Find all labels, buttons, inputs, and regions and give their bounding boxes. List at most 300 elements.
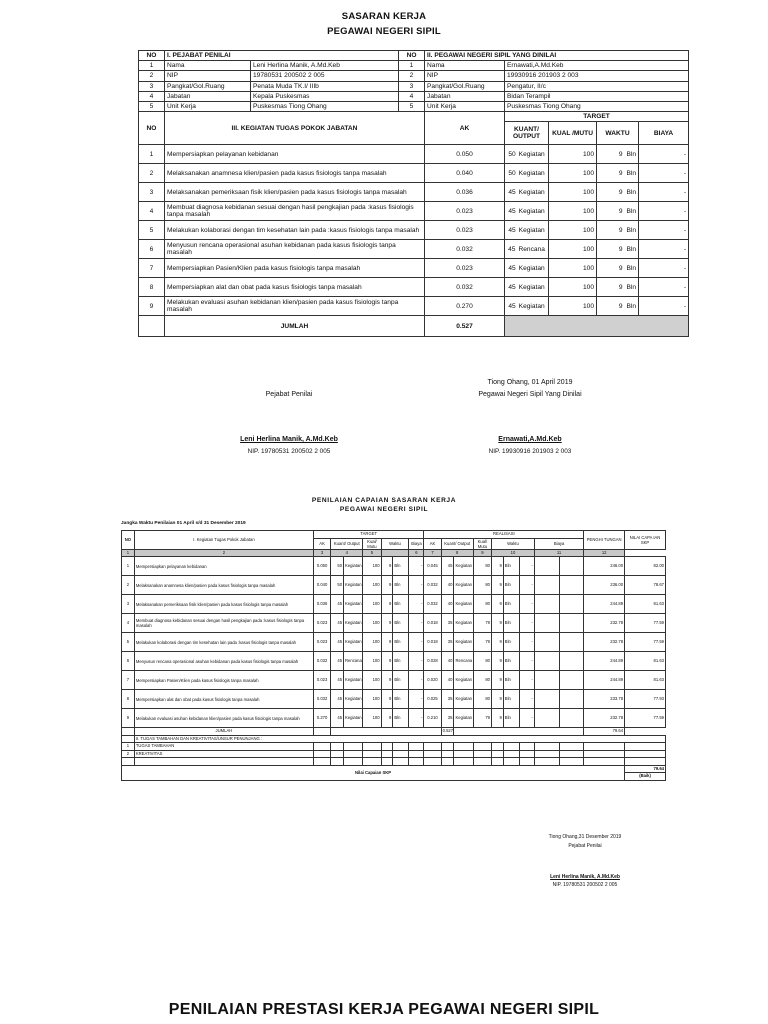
c-row-ak: 0.023 <box>314 633 331 652</box>
c-row-kual: 100 <box>363 557 381 576</box>
c-row-kegiatan: Melakukan kolaborasi dengan tim kesehatan lain pada :kasus fisiologis tanpa masalah <box>134 633 313 652</box>
capaian-row <box>122 709 666 728</box>
row-kual: 100 <box>549 240 597 259</box>
colnum: 12 <box>584 549 625 557</box>
c-row-kuant: 50 <box>331 557 344 576</box>
c-row-rkual: 80 <box>473 671 491 690</box>
skp-target-table <box>138 50 689 337</box>
dinilai-nip: NIP. 19930916 201903 2 003 <box>488 448 572 455</box>
row-kuant <box>505 221 549 240</box>
row-kual: 100 <box>549 145 597 164</box>
c-row-sat: Kegiatan <box>344 614 363 633</box>
row-waktu <box>597 278 639 297</box>
kegiatan-row <box>139 164 689 183</box>
row-kegiatan: Melaksanakan anamnesa klien/pasien pada kasus fisiologis tanpa masalah <box>165 164 425 183</box>
row-no: 6 <box>139 240 165 259</box>
row-waktu-value: 9 <box>618 283 623 291</box>
c-row-biaya: - <box>409 595 424 614</box>
row-kuant <box>505 183 549 202</box>
c-row-sat: Kegiatan <box>344 633 363 652</box>
c-row-rwaktu: 9 <box>492 709 504 728</box>
c-row-kegiatan: Menyusun rencana operasional asuhan kebidanan pada kasus fisiologis tanpa masalah <box>134 652 313 671</box>
row-ak: 0.270 <box>425 297 505 316</box>
row-kegiatan: Mempersiapkan pelayanan kebidanan <box>165 145 425 164</box>
c-row-ak: 0.032 <box>314 690 331 709</box>
c-hdr-no: NO <box>122 531 135 550</box>
c-row-rkual: 80 <box>473 576 491 595</box>
row-kuant <box>505 259 549 278</box>
row-ak: 0.023 <box>425 221 505 240</box>
colnum: 8 <box>441 549 473 557</box>
c-place-date: Tiong Ohang,31 Desember 2019 <box>548 834 622 840</box>
identity-no2: 1 <box>399 61 425 71</box>
row-kuant <box>505 164 549 183</box>
c-row-wsat: Bln <box>393 614 409 633</box>
c-row-no: 2 <box>122 576 135 595</box>
row-kuant-value: 45 <box>508 226 516 234</box>
c-row-kuant: 45 <box>331 709 344 728</box>
c-row-waktu: 9 <box>381 576 393 595</box>
c-row-kuant: 45 <box>331 652 344 671</box>
c-row-empty <box>534 690 559 709</box>
c-row-rbiaya: - <box>519 671 534 690</box>
c-jumlah-label: JUMLAH <box>134 728 313 736</box>
c-hdr-waktu: Waktu <box>381 538 409 549</box>
row-kegiatan: Membuat diagnosa kebidanan sesuai dengan hasil pengkajian pada :kasus fisiologis tanpa masalah <box>165 202 425 221</box>
c-row-empty <box>559 595 584 614</box>
c-row-kual: 100 <box>363 652 381 671</box>
row-kuant <box>505 297 549 316</box>
row-biaya: - <box>639 202 689 221</box>
c-row-kegiatan: Mempersiapkan Pasien/Klien pada kasus fisiologis tanpa masalah <box>134 671 313 690</box>
row-ak: 0.023 <box>425 202 505 221</box>
c-row-kual: 100 <box>363 671 381 690</box>
row-kual: 100 <box>549 221 597 240</box>
row-no: 9 <box>139 297 165 316</box>
c-row-kuant: 45 <box>331 671 344 690</box>
c-row-nilai: 77.59 <box>625 709 666 728</box>
c-row-nilai: 81.63 <box>625 671 666 690</box>
capaian-row <box>122 557 666 576</box>
c-row-rwaktu: 9 <box>492 595 504 614</box>
c-row-biaya: - <box>409 671 424 690</box>
c-row-empty <box>534 557 559 576</box>
c-row-ak: 0.270 <box>314 709 331 728</box>
c-row-wsat: Bln <box>393 671 409 690</box>
c-row-rsat: Kegiatan <box>454 595 473 614</box>
row-kuant <box>505 145 549 164</box>
c-row-rkuant: 40 <box>441 652 454 671</box>
colnum: 7 <box>424 549 441 557</box>
c-row-biaya: - <box>409 576 424 595</box>
hdr-pejabat-penilai: I. PEJABAT PENILAI <box>165 51 399 61</box>
row-kual: 100 <box>549 183 597 202</box>
c-row-rak: 0.032 <box>424 576 441 595</box>
row-waktu <box>597 164 639 183</box>
c-row-no: 1 <box>122 557 135 576</box>
capaian-row <box>122 690 666 709</box>
row-no: 3 <box>139 183 165 202</box>
row-kuant-value: 45 <box>508 188 516 196</box>
c-row-rak: 0.020 <box>424 671 441 690</box>
c-row-rwaktu: 9 <box>492 633 504 652</box>
identity-no: 2 <box>139 71 165 81</box>
c-row-no: 9 <box>122 709 135 728</box>
hdr-kuant: KUANT/ OUTPUT <box>505 122 549 145</box>
c-penilai-nip: NIP. 19780531 200502 2 005 <box>552 882 618 888</box>
c-row-empty <box>559 576 584 595</box>
c-hdr-nilai: NILAI CAPA IAN SKP <box>625 531 666 550</box>
c-row-rwsat: Bln <box>503 614 519 633</box>
row-waktu-value: 9 <box>618 188 623 196</box>
row-no: 7 <box>139 259 165 278</box>
c-nilai-capaian-label: Nilai Capaian SKP <box>122 765 625 780</box>
c-row-rkual: 79 <box>473 633 491 652</box>
identity-no: 5 <box>139 101 165 111</box>
identity-value2: 19930916 201903 2 003 <box>505 71 689 81</box>
c-row-kual: 100 <box>363 614 381 633</box>
row-ak: 0.036 <box>425 183 505 202</box>
c-row-rkuant: 40 <box>441 576 454 595</box>
c-row-biaya: - <box>409 633 424 652</box>
capaian-row <box>122 652 666 671</box>
row-waktu <box>597 240 639 259</box>
row-waktu <box>597 221 639 240</box>
c-row-hitung: 246.00 <box>584 557 625 576</box>
jumlah-ak: 0.527 <box>425 316 505 337</box>
c-row-biaya: - <box>409 557 424 576</box>
row-kuant <box>505 202 549 221</box>
c-row-kuant: 45 <box>331 633 344 652</box>
hdr-no-1: NO <box>139 51 165 61</box>
c-hdr-rwaktu: Waktu <box>492 538 535 549</box>
c-row-nilai: 77.93 <box>625 690 666 709</box>
capaian-row <box>122 671 666 690</box>
kegiatan-row <box>139 202 689 221</box>
c-hdr-penghitungan: PENGHI TUNGAN <box>584 531 625 550</box>
c-row-no: 8 <box>122 690 135 709</box>
row-kuant-unit: Kegiatan <box>518 169 545 177</box>
c-row-rwaktu: 9 <box>492 557 504 576</box>
identity-value2: Puskesmas Tiong Ohang <box>505 101 689 111</box>
row-no: 4 <box>139 202 165 221</box>
c-row-rkuant: 35 <box>441 690 454 709</box>
row-kuant-unit: Kegiatan <box>518 283 545 291</box>
c-row-no: 6 <box>122 652 135 671</box>
c-row-waktu: 9 <box>381 652 393 671</box>
c-row-rwsat: Bln <box>503 595 519 614</box>
c-row-rsat: Kegiatan <box>454 614 473 633</box>
c-jumlah-nilai: 79.64 <box>584 728 625 736</box>
c-row-sat: Kegiatan <box>344 671 363 690</box>
identity-row <box>139 81 689 91</box>
skp-title-line2: PEGAWAI NEGERI SIPIL <box>327 26 441 37</box>
identity-value: Kepala Puskesmas <box>251 91 399 101</box>
hdr-ak: AK <box>425 112 505 145</box>
c-row-wsat: Bln <box>393 557 409 576</box>
c-hdr-rkual: Kual/ Mutu <box>473 538 491 549</box>
c-row-waktu: 9 <box>381 633 393 652</box>
c-row-biaya: - <box>409 690 424 709</box>
colnum: 2 <box>134 549 313 557</box>
row-waktu-unit: Bln <box>626 169 637 177</box>
row-kuant-value: 50 <box>508 169 516 177</box>
capaian-title-line2: PEGAWAI NEGERI SIPIL <box>339 506 429 513</box>
pns-dinilai-label: Pegawai Negeri Sipil Yang Dinilai <box>478 391 582 398</box>
identity-label: Unit Kerja <box>165 101 251 111</box>
row-waktu-unit: Bln <box>626 283 637 291</box>
c-row-waktu: 9 <box>381 557 393 576</box>
row-kuant-unit: Kegiatan <box>518 302 545 310</box>
row-kual: 100 <box>549 164 597 183</box>
row-kuant-unit: Kegiatan <box>518 226 545 234</box>
c-row-no: 7 <box>122 671 135 690</box>
row-kegiatan: Melakukan kolaborasi dengan tim kesehatan lain pada :kasus fisiologis tanpa masalah <box>165 221 425 240</box>
c-row-wsat: Bln <box>393 652 409 671</box>
row-kuant <box>505 240 549 259</box>
row-ak: 0.032 <box>425 240 505 259</box>
skp-title-line1: SASARAN KERJA <box>341 11 427 22</box>
c-row-rkual: 80 <box>473 595 491 614</box>
capaian-row <box>122 614 666 633</box>
row-biaya: - <box>639 297 689 316</box>
row-kuant-unit: Kegiatan <box>518 207 545 215</box>
identity-label2: NIP <box>425 71 505 81</box>
c-row-rsat: Kegiatan <box>454 576 473 595</box>
hdr-biaya: BIAYA <box>639 122 689 145</box>
row-kuant-unit: Rencana <box>518 245 545 253</box>
row-no: 1 <box>139 145 165 164</box>
row-kuant-unit: Kegiatan <box>518 264 545 272</box>
identity-value: Leni Herlina Manik, A.Md.Keb <box>251 61 399 71</box>
c-row-empty <box>534 614 559 633</box>
c-row-rsat: Kegiatan <box>454 690 473 709</box>
c-row-empty <box>534 671 559 690</box>
row-no: 8 <box>139 278 165 297</box>
c-hdr-rbiaya: Biaya <box>534 538 583 549</box>
row-biaya: - <box>639 221 689 240</box>
c-row-empty <box>534 652 559 671</box>
row-waktu-unit: Bln <box>626 188 637 196</box>
c-row-rwsat: Bln <box>503 652 519 671</box>
capaian-period: Jangka Waktu Penilaian 01 April s/d 31 Desember 2019 <box>121 521 246 526</box>
hdr-no-2: NO <box>399 51 425 61</box>
c-row-rkuant: 35 <box>441 709 454 728</box>
row-kual: 100 <box>549 278 597 297</box>
c-row-kegiatan: Mempersiapkan alat dan obat pada kasus fisiologis tanpa masalah <box>134 690 313 709</box>
c-row-waktu: 9 <box>381 595 393 614</box>
row-ak: 0.023 <box>425 259 505 278</box>
c-row-rkuant: 40 <box>441 671 454 690</box>
capaian-row <box>122 633 666 652</box>
row-no: 2 <box>139 164 165 183</box>
row-biaya: - <box>639 259 689 278</box>
c-row-kual: 100 <box>363 633 381 652</box>
c-row-rbiaya: - <box>519 576 534 595</box>
c-row-kuant: 45 <box>331 690 344 709</box>
c-row-empty <box>559 709 584 728</box>
c-penilai-label: Pejabat Penilai <box>568 843 602 849</box>
colnum: 4 <box>331 549 363 557</box>
c-tambahan-header: II. TUGAS TAMBAHAN DAN KREATIVITAS/UNSUR PENUNJANG : <box>134 735 665 743</box>
c-row-rbiaya: - <box>519 595 534 614</box>
identity-label: Nama <box>165 61 251 71</box>
c-row-kual: 100 <box>363 595 381 614</box>
row-ak: 0.040 <box>425 164 505 183</box>
c-row-rwaktu: 9 <box>492 690 504 709</box>
row-kual: 100 <box>549 259 597 278</box>
row-waktu-value: 9 <box>618 264 623 272</box>
c-nilai-capaian-value: 79.64 <box>625 765 666 773</box>
identity-value2: Ernawati,A.Md.Keb <box>505 61 689 71</box>
c-row-rsat: Rencana <box>454 652 473 671</box>
c-row-rbiaya: - <box>519 633 534 652</box>
c-row-hitung: 232.78 <box>584 614 625 633</box>
identity-label2: Nama <box>425 61 505 71</box>
c-row-rak: 0.210 <box>424 709 441 728</box>
row-kegiatan: Melakukan evaluasi asuhan kebidanan klien/pasien pada kasus fisiologis tanpa masalah <box>165 297 425 316</box>
row-biaya: - <box>639 145 689 164</box>
place-date: Tiong Ohang, 01 April 2019 <box>487 379 573 386</box>
hdr-target: TARGET <box>505 112 689 122</box>
colnum: 9 <box>473 549 491 557</box>
c-row-rbiaya: - <box>519 557 534 576</box>
c-row-sat: Kegiatan <box>344 709 363 728</box>
c-kreativitas-no: 2 <box>122 750 135 758</box>
identity-label2: Unit Kerja <box>425 101 505 111</box>
row-no: 5 <box>139 221 165 240</box>
c-row-rkual: 79 <box>473 709 491 728</box>
identity-no2: 3 <box>399 81 425 91</box>
c-row-waktu: 9 <box>381 690 393 709</box>
row-kuant-unit: Kegiatan <box>518 150 545 158</box>
colnum: 3 <box>314 549 331 557</box>
c-row-kegiatan: Mempersiapkan pelayanan kebidanan <box>134 557 313 576</box>
colnum: 11 <box>534 549 583 557</box>
hdr-pns-dinilai: II. PEGAWAI NEGERI SIPIL YANG DINILAI <box>425 51 689 61</box>
c-row-rkual: 80 <box>473 652 491 671</box>
row-ak: 0.032 <box>425 278 505 297</box>
c-row-rak: 0.032 <box>424 595 441 614</box>
c-row-hitung: 232.78 <box>584 709 625 728</box>
c-row-kuant: 45 <box>331 614 344 633</box>
row-waktu <box>597 183 639 202</box>
c-row-rkuant: 40 <box>441 595 454 614</box>
c-hdr-kegiatan: I. Kegiatan Tugas Pokok Jabatan <box>134 531 313 550</box>
row-ak: 0.050 <box>425 145 505 164</box>
c-row-empty <box>534 595 559 614</box>
row-waktu-value: 9 <box>618 207 623 215</box>
c-row-ak: 0.023 <box>314 614 331 633</box>
c-row-empty <box>534 576 559 595</box>
row-waktu-value: 9 <box>618 150 623 158</box>
row-waktu-value: 9 <box>618 226 623 234</box>
c-row-hitung: 244.89 <box>584 595 625 614</box>
row-waktu-unit: Bln <box>626 150 637 158</box>
c-row-rsat: Kegiatan <box>454 709 473 728</box>
row-waktu-value: 9 <box>618 169 623 177</box>
c-hdr-realisasi: REALISASI <box>424 531 584 539</box>
row-biaya: - <box>639 240 689 259</box>
capaian-row <box>122 576 666 595</box>
row-kuant-value: 45 <box>508 283 516 291</box>
row-kegiatan: Mempersiapkan Pasien/Klien pada kasus fisiologis tanpa masalah <box>165 259 425 278</box>
colnum: 10 <box>492 549 535 557</box>
identity-no: 4 <box>139 91 165 101</box>
c-row-rkual: 79 <box>473 614 491 633</box>
c-row-wsat: Bln <box>393 633 409 652</box>
c-row-rkuant: 45 <box>441 557 454 576</box>
row-waktu-value: 9 <box>618 302 623 310</box>
c-row-empty <box>534 633 559 652</box>
hdr-kual: KUAL /MUTU <box>549 122 597 145</box>
c-row-rak: 0.025 <box>424 690 441 709</box>
c-row-sat: Kegiatan <box>344 690 363 709</box>
identity-no: 1 <box>139 61 165 71</box>
identity-value: 19780531 200502 2 005 <box>251 71 399 81</box>
prestasi-kerja-title: PENILAIAN PRESTASI KERJA PEGAWAI NEGERI SIPIL <box>168 1001 600 1018</box>
c-row-no: 5 <box>122 633 135 652</box>
identity-label: Pangkat/Gol.Ruang <box>165 81 251 91</box>
row-kegiatan: Mempersiapkan alat dan obat pada kasus fisiologis tanpa masalah <box>165 278 425 297</box>
c-row-no: 4 <box>122 614 135 633</box>
identity-no: 3 <box>139 81 165 91</box>
c-row-empty <box>559 690 584 709</box>
c-row-nilai: 82.00 <box>625 557 666 576</box>
colnum: 6 <box>409 549 424 557</box>
capaian-table <box>121 530 666 781</box>
c-tambahan-no: 1 <box>122 743 135 751</box>
c-row-nilai: 78.67 <box>625 576 666 595</box>
c-row-rkual: 80 <box>473 557 491 576</box>
identity-row <box>139 71 689 81</box>
identity-row <box>139 101 689 111</box>
c-row-rwsat: Bln <box>503 690 519 709</box>
c-row-ak: 0.032 <box>314 652 331 671</box>
row-kegiatan: Menyusun rencana operasional asuhan kebidanan pada kasus fisiologis tanpa masalah <box>165 240 425 259</box>
c-row-empty <box>559 557 584 576</box>
identity-label2: Pangkat/Gol.Ruang <box>425 81 505 91</box>
kegiatan-row <box>139 297 689 316</box>
c-row-rsat: Kegiatan <box>454 557 473 576</box>
c-row-empty <box>534 709 559 728</box>
row-kegiatan: Melaksanakan pemeriksaan fisik klien/pasien pada kasus fisiologis tanpa masalah <box>165 183 425 202</box>
c-hdr-kual: Kual/ Mutu <box>363 538 381 549</box>
c-row-kual: 100 <box>363 576 381 595</box>
row-kuant-value: 45 <box>508 302 516 310</box>
c-row-rwsat: Bln <box>503 576 519 595</box>
row-waktu <box>597 297 639 316</box>
c-row-hitung: 233.78 <box>584 690 625 709</box>
identity-label: NIP <box>165 71 251 81</box>
penilai-nip: NIP. 19780531 200502 2 005 <box>247 448 331 455</box>
kegiatan-row <box>139 183 689 202</box>
c-row-rak: 0.028 <box>424 652 441 671</box>
c-row-rsat: Kegiatan <box>454 633 473 652</box>
c-row-wsat: Bln <box>393 595 409 614</box>
identity-no2: 2 <box>399 71 425 81</box>
kegiatan-row <box>139 259 689 278</box>
c-row-sat: Rencana <box>344 652 363 671</box>
c-row-rkuant: 35 <box>441 633 454 652</box>
c-row-rak: 0.018 <box>424 614 441 633</box>
dinilai-name: Ernawati,A.Md.Keb <box>498 436 562 443</box>
identity-row <box>139 91 689 101</box>
kegiatan-row <box>139 145 689 164</box>
row-kuant-value: 45 <box>508 207 516 215</box>
c-row-ak: 0.050 <box>314 557 331 576</box>
c-row-rkual: 80 <box>473 690 491 709</box>
